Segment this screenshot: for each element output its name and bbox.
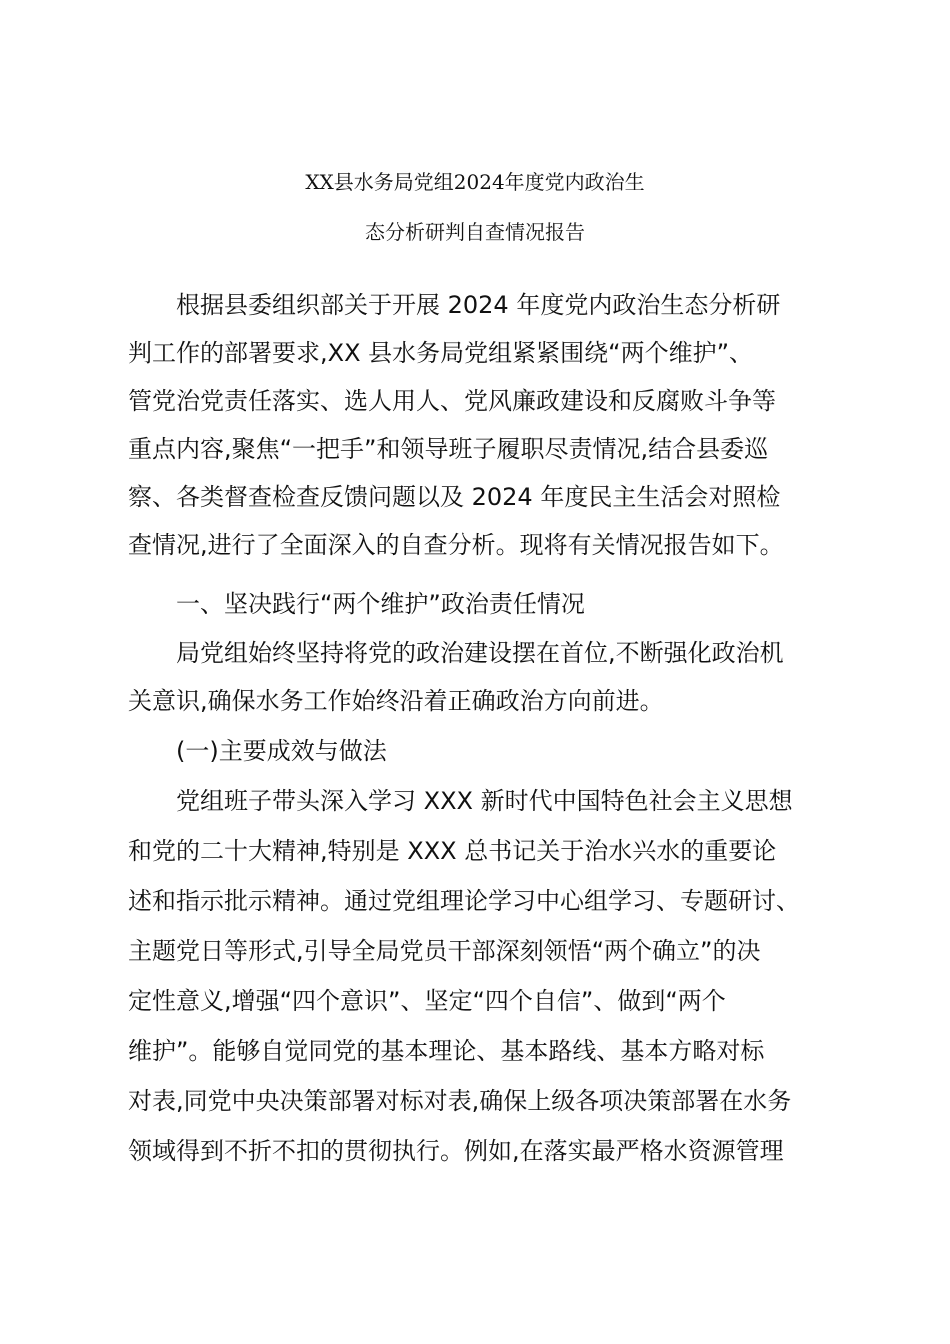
document-title-line-2: 态分析研判自查情况报告 xyxy=(365,220,585,244)
paragraph-line: 察、各类督查检查反馈问题以及 2024 年度民主生活会对照检 xyxy=(128,483,781,511)
paragraph-line: 定性意义,增强“四个意识”、坚定“四个自信”、做到“两个 xyxy=(128,987,726,1015)
paragraph-line: 局党组始终坚持将党的政治建设摆在首位,不断强化政治机 xyxy=(176,639,784,667)
section-heading: 一、坚决践行“两个维护”政治责任情况 xyxy=(176,590,585,618)
paragraph-line: 查情况,进行了全面深入的自查分析。现将有关情况报告如下。 xyxy=(128,531,784,559)
paragraph-line: 管党治党责任落实、选人用人、党风廉政建设和反腐败斗争等 xyxy=(128,387,776,415)
paragraph-line: 领域得到不折不扣的贯彻执行。例如,在落实最严格水资源管理 xyxy=(128,1137,784,1165)
subsection-heading: (一)主要成效与做法 xyxy=(176,737,387,765)
document-title-line-1: XX县水务局党组2024年度党内政治生 xyxy=(305,170,645,194)
paragraph-line: 判工作的部署要求,XX 县水务局党组紧紧围绕“两个维护”、 xyxy=(128,339,754,367)
paragraph-line: 根据县委组织部关于开展 2024 年度党内政治生态分析研 xyxy=(176,291,781,319)
paragraph-line: 述和指示批示精神。通过党组理论学习中心组学习、专题研讨、 xyxy=(128,887,800,915)
paragraph-line: 党组班子带头深入学习 XXX 新时代中国特色社会主义思想 xyxy=(176,787,793,815)
paragraph-line: 维护”。能够自觉同党的基本理论、基本路线、基本方略对标 xyxy=(128,1037,765,1065)
paragraph-line: 关意识,确保水务工作始终沿着正确政治方向前进。 xyxy=(128,687,664,715)
paragraph-line: 重点内容,聚焦“一把手”和领导班子履职尽责情况,结合县委巡 xyxy=(128,435,769,463)
paragraph-line: 对表,同党中央决策部署对标对表,确保上级各项决策部署在水务 xyxy=(128,1087,792,1115)
paragraph-line: 和党的二十大精神,特别是 XXX 总书记关于治水兴水的重要论 xyxy=(128,837,777,865)
paragraph-line: 主题党日等形式,引导全局党员干部深刻领悟“两个确立”的决 xyxy=(128,937,761,965)
